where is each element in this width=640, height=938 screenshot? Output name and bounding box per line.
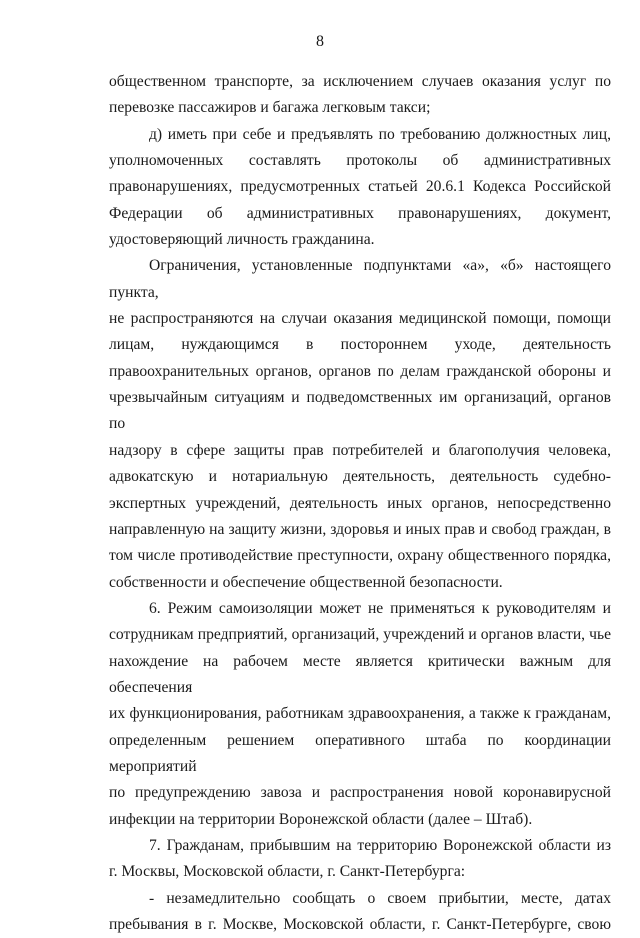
text-line: чрезвычайным ситуациям и подведомственных им организаций, органов по	[109, 389, 611, 433]
text-line: инфекции на территории Воронежской области (далее – Штаб).	[109, 810, 533, 828]
text-line: по предупреждению завоза и распространения новой коронавирусной	[109, 784, 611, 802]
text-line: надзору в сфере защиты прав потребителей и благополучия человека,	[109, 441, 611, 459]
text-line: сотрудникам предприятий, организаций, учреждений и органов власти, чье	[109, 626, 611, 644]
paragraph-item-7	[109, 833, 611, 886]
text-line: не распространяются на случаи оказания медицинской помощи, помощи	[109, 310, 611, 328]
text-line: правонарушениях, предусмотренных статьей 20.6.1 Кодекса Российской	[109, 178, 611, 196]
text-line: - незамедлительно сообщать о своем прибытии, месте, датах	[149, 889, 611, 907]
paragraph-continuation	[109, 69, 611, 122]
text-line: Ограничения, установленные подпунктами «а», «б» настоящего пункта,	[109, 257, 611, 301]
text-line: направленную на защиту жизни, здоровья и иных прав и свобод граждан, в	[109, 520, 611, 538]
paragraph-restrictions	[109, 253, 611, 595]
text-line: экспертных учреждений, деятельность иных органов, непосредственно	[109, 494, 611, 512]
text-line: определенным решением оперативного штаба по координации мероприятий	[109, 731, 611, 775]
text-line: общественном транспорте, за исключением случаев оказания услуг по	[109, 73, 611, 90]
text-line: Федерации об административных правонарушениях, документ,	[109, 204, 611, 222]
text-line: уполномоченных составлять протоколы об административных	[109, 152, 611, 170]
text-line: перевозке пассажиров и багажа легковым такси;	[109, 99, 431, 117]
page-number: 8	[316, 33, 324, 50]
document-body	[109, 69, 611, 938]
text-line: лицам, нуждающимся в постороннем уходе, деятельность	[109, 336, 611, 354]
paragraph-item-6	[109, 596, 611, 833]
text-line: удостоверяющий личность гражданина.	[109, 231, 375, 249]
text-line: правоохранительных органов, органов по делам гражданской обороны и	[109, 362, 611, 380]
text-line: адвокатскую и нотариальную деятельность, деятельность судебно-	[109, 468, 611, 486]
text-line: том числе противодействие преступности, охрану общественного порядка,	[109, 547, 611, 565]
text-line: собственности и обеспечение общественной безопасности.	[109, 573, 503, 591]
text-line: нахождение на рабочем месте является критически важным для обеспечения	[109, 652, 611, 696]
text-line: их функционирования, работникам здравоохранения, а также к гражданам,	[109, 705, 611, 723]
text-line: 6. Режим самоизоляции может не применяться к руководителям и	[149, 599, 611, 617]
paragraph-item-d	[109, 122, 611, 254]
text-line: г. Москвы, Московской области, г. Санкт-Петербурга:	[109, 863, 466, 881]
text-line: д) иметь при себе и предъявлять по требованию должностных лиц,	[149, 125, 611, 143]
text-line: пребывания в г. Москве, Московской области, г. Санкт-Петербурге, свою	[109, 916, 611, 933]
text-line: 7. Гражданам, прибывшим на территорию Воронежской области из	[149, 836, 611, 854]
paragraph-dash-item	[109, 886, 611, 938]
